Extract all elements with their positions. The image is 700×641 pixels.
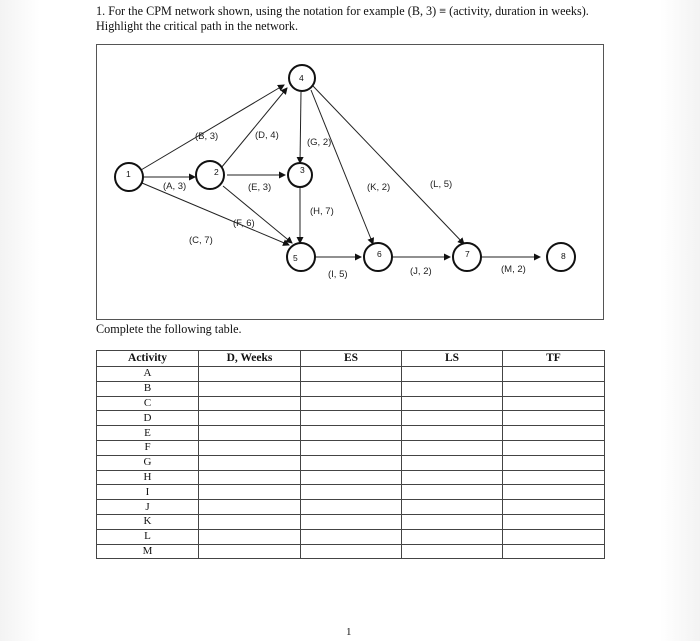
activity-label-j: (J, 2) <box>410 266 432 277</box>
edge-k <box>311 90 373 244</box>
ls-cell <box>402 411 503 426</box>
ls-cell <box>402 381 503 396</box>
activity-label-i: (I, 5) <box>328 269 348 280</box>
activity-cell: A <box>97 367 199 382</box>
activity-label-e: (E, 3) <box>248 182 272 193</box>
tf-cell <box>503 514 605 529</box>
activity-cell: E <box>97 426 199 441</box>
ls-cell <box>402 514 503 529</box>
edge-g <box>300 92 301 163</box>
activity-label-d: (D, 4) <box>255 130 279 141</box>
table-row <box>97 367 605 382</box>
table-prompt: Complete the following table. <box>96 322 242 336</box>
node-label-5: 5 <box>293 253 298 263</box>
cpm-table <box>96 350 605 559</box>
duration-cell <box>199 426 301 441</box>
duration-cell <box>199 367 301 382</box>
node-label-2: 2 <box>214 167 219 177</box>
tf-cell <box>503 529 605 544</box>
activity-cell: G <box>97 455 199 470</box>
question-number: 1. <box>96 4 106 18</box>
es-cell <box>301 500 402 515</box>
duration-cell <box>199 455 301 470</box>
network-figure <box>96 44 604 320</box>
table-row <box>97 381 605 396</box>
node-label-6: 6 <box>377 249 382 259</box>
edge-d <box>221 88 287 168</box>
es-cell <box>301 544 402 559</box>
tf-cell <box>503 500 605 515</box>
es-cell <box>301 426 402 441</box>
ls-cell <box>402 485 503 500</box>
ls-cell <box>402 470 503 485</box>
es-cell <box>301 411 402 426</box>
es-cell <box>301 514 402 529</box>
es-cell <box>301 455 402 470</box>
page-number: 1 <box>346 626 352 638</box>
es-cell <box>301 367 402 382</box>
node-label-4: 4 <box>299 73 304 83</box>
activity-label-f: (F, 6) <box>233 218 255 229</box>
header-es: ES <box>301 351 402 367</box>
node-label-1: 1 <box>126 169 131 179</box>
tf-cell <box>503 367 605 382</box>
duration-cell <box>199 470 301 485</box>
table-row <box>97 529 605 544</box>
header-duration: D, Weeks <box>199 351 301 367</box>
edge-f <box>223 186 292 243</box>
activity-cell: L <box>97 529 199 544</box>
ls-cell <box>402 426 503 441</box>
tf-cell <box>503 411 605 426</box>
cpm-network-diagram <box>97 45 605 321</box>
es-cell <box>301 381 402 396</box>
table-row <box>97 455 605 470</box>
tf-cell <box>503 440 605 455</box>
tf-cell <box>503 485 605 500</box>
activity-label-l: (L, 5) <box>430 179 453 190</box>
es-cell <box>301 470 402 485</box>
activity-cell: J <box>97 500 199 515</box>
header-activity: Activity <box>97 351 199 367</box>
table-row <box>97 470 605 485</box>
activity-cell: H <box>97 470 199 485</box>
tf-cell <box>503 470 605 485</box>
es-cell <box>301 485 402 500</box>
edge-l <box>313 86 464 244</box>
tf-cell <box>503 426 605 441</box>
activity-cell: D <box>97 411 199 426</box>
es-cell <box>301 529 402 544</box>
ls-cell <box>402 367 503 382</box>
table-row <box>97 411 605 426</box>
activity-label-m: (M, 2) <box>501 264 526 275</box>
table-row <box>97 500 605 515</box>
duration-cell <box>199 411 301 426</box>
activity-label-g: (G, 2) <box>307 137 332 148</box>
activity-cell: C <box>97 396 199 411</box>
node-label-3: 3 <box>300 165 305 175</box>
duration-cell <box>199 500 301 515</box>
header-tf: TF <box>503 351 605 367</box>
duration-cell <box>199 485 301 500</box>
node-label-7: 7 <box>465 249 470 259</box>
table-row <box>97 485 605 500</box>
table-row <box>97 544 605 559</box>
table-row <box>97 440 605 455</box>
activity-cell: B <box>97 381 199 396</box>
tf-cell <box>503 396 605 411</box>
activity-cell: M <box>97 544 199 559</box>
node-5 <box>287 243 315 271</box>
table-row <box>97 514 605 529</box>
duration-cell <box>199 381 301 396</box>
activity-cell: F <box>97 440 199 455</box>
tf-cell <box>503 381 605 396</box>
activity-label-b: (B, 3) <box>195 131 219 142</box>
node-2 <box>196 161 224 189</box>
es-cell <box>301 440 402 455</box>
activity-label-c: (C, 7) <box>189 235 213 246</box>
tf-cell <box>503 455 605 470</box>
duration-cell <box>199 544 301 559</box>
table-row <box>97 396 605 411</box>
duration-cell <box>199 514 301 529</box>
question-text <box>96 4 616 33</box>
ls-cell <box>402 500 503 515</box>
ls-cell <box>402 544 503 559</box>
activity-cell: K <box>97 514 199 529</box>
node-label-8: 8 <box>561 251 566 261</box>
duration-cell <box>199 529 301 544</box>
activity-label-h: (H, 7) <box>310 206 334 217</box>
table-header-row <box>97 351 605 367</box>
activity-cell: I <box>97 485 199 500</box>
duration-cell <box>199 396 301 411</box>
ls-cell <box>402 440 503 455</box>
duration-cell <box>199 440 301 455</box>
edge-b <box>141 85 284 170</box>
ls-cell <box>402 455 503 470</box>
table-row <box>97 426 605 441</box>
activity-label-a: (A, 3) <box>163 181 187 192</box>
activity-label-k: (K, 2) <box>367 182 391 193</box>
question-body: For the CPM network shown, using the notation for example (B, 3) ≡ (activity, duration in weeks). Highlight the critical path in the network. <box>96 4 589 33</box>
es-cell <box>301 396 402 411</box>
header-ls: LS <box>402 351 503 367</box>
ls-cell <box>402 529 503 544</box>
tf-cell <box>503 544 605 559</box>
ls-cell <box>402 396 503 411</box>
